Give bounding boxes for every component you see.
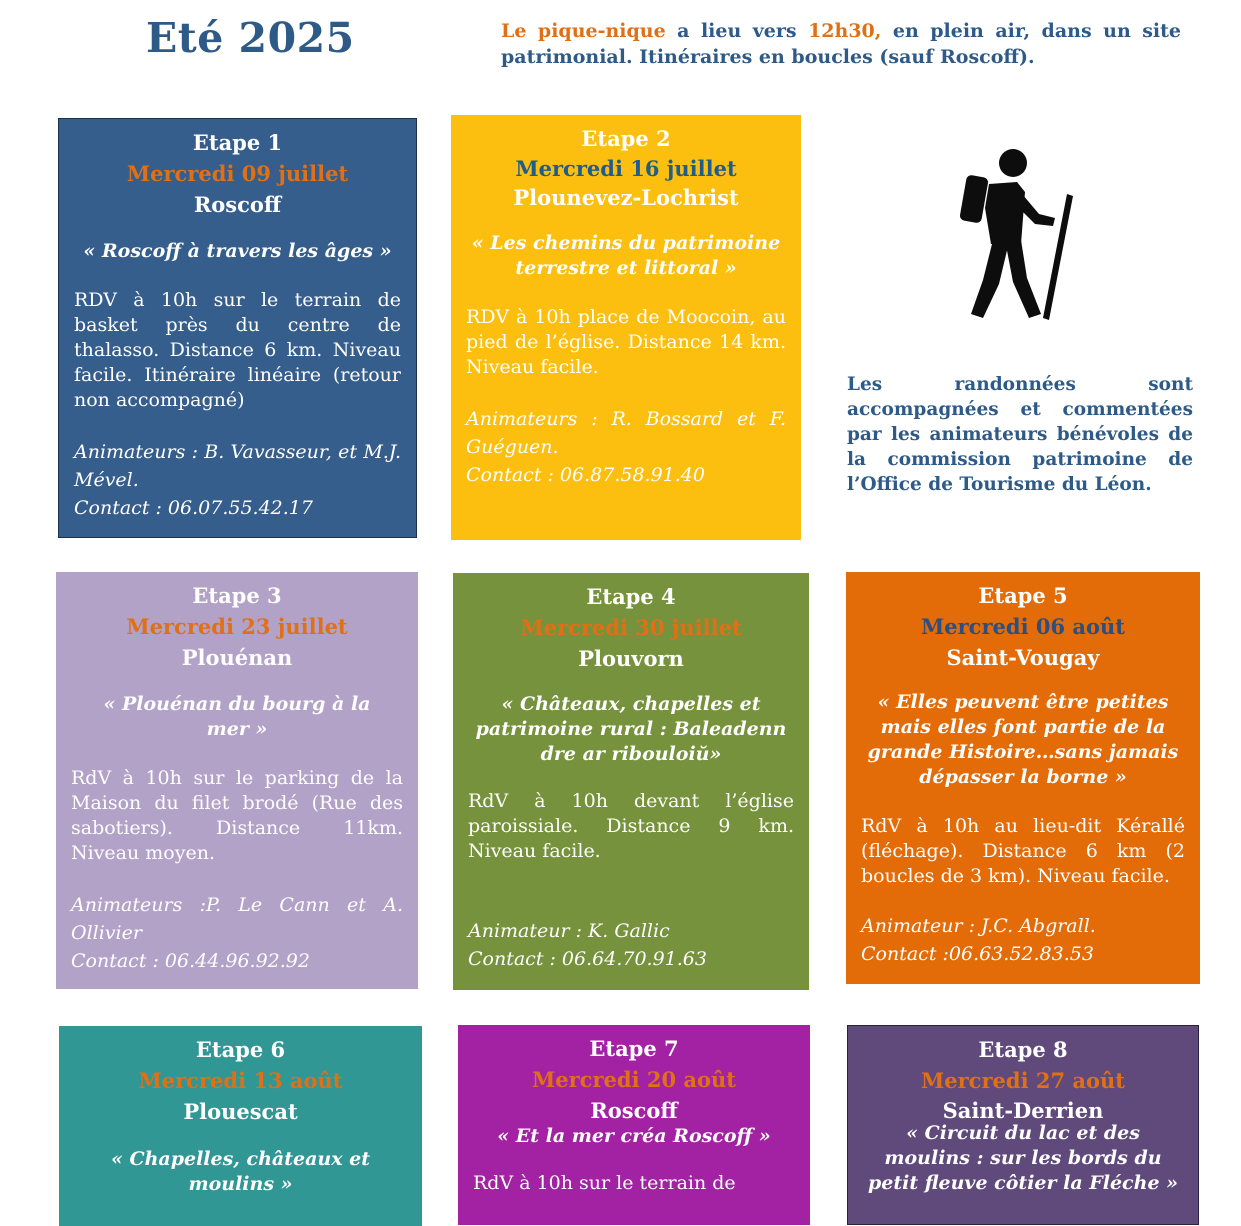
stage-card-3 bbox=[56, 572, 418, 989]
stage-animators: Animateur : K. Gallic bbox=[468, 920, 670, 942]
stage-description: RdV à 10h au lieu-dit Kérallé (fléchage). Distance 6 km (2 boucles de 3 km). Niveau facile. bbox=[861, 815, 1185, 887]
stage-place: Plouénan bbox=[181, 645, 293, 670]
stage-theme: « Les chemins du patrimoine terrestre et littoral » bbox=[471, 232, 781, 279]
stage-theme: « Roscoff à travers les âges » bbox=[83, 240, 392, 262]
stage-contact: Contact : 06.64.70.91.63 bbox=[468, 948, 707, 970]
stage-theme: « Chapelles, châteaux et moulins » bbox=[110, 1148, 371, 1195]
intro-text-part3: en plein air, dans un site patrimonial. Itinéraires en boucles (sauf Roscoff). bbox=[501, 20, 1182, 68]
stage-description: RDV à 10h sur le terrain de basket près du centre de thalasso. Distance 6 km. Niveau facile. Itinéraire linéaire (retour non accompagné) bbox=[74, 289, 401, 411]
stage-description: RdV à 10h sur le parking de la Maison du filet brodé (Rue des sabotiers). Distance 11km. Niveau moyen. bbox=[71, 767, 403, 864]
stage-card-7 bbox=[458, 1025, 810, 1225]
stage-label: Etape 5 bbox=[978, 583, 1068, 608]
stage-place: Saint-Vougay bbox=[946, 645, 1100, 670]
stage-animators: Animateurs :P. Le Cann et A. Ollivier bbox=[71, 894, 403, 944]
stage-place: Plouescat bbox=[183, 1099, 298, 1124]
stage-date: Mercredi 09 juillet bbox=[126, 161, 349, 186]
stage-place: Roscoff bbox=[193, 192, 282, 217]
intro-highlight-picnic: Le pique-nique bbox=[501, 20, 666, 42]
stage-description: RDV à 10h place de Moocoin, au pied de l’église. Distance 14 km. Niveau facile. bbox=[466, 306, 786, 378]
stage-date: Mercredi 23 juillet bbox=[126, 614, 348, 639]
stage-place: Plounevez-Lochrist bbox=[513, 185, 739, 210]
page-title: Eté 2025 bbox=[146, 14, 355, 62]
stage-contact: Contact : 06.87.58.91.40 bbox=[466, 464, 705, 486]
stage-animators: Animateurs : B. Vavasseur, et M.J. Mével. bbox=[74, 441, 401, 491]
stage-date: Mercredi 16 juillet bbox=[515, 156, 737, 181]
stage-contact: Contact : 06.07.55.42.17 bbox=[74, 497, 313, 519]
stage-date: Mercredi 30 juillet bbox=[520, 615, 742, 640]
stage-theme: « Et la mer créa Roscoff » bbox=[497, 1125, 771, 1147]
intro-text bbox=[501, 18, 1181, 70]
side-info-text: Les randonnées sont accompagnées et commentées par les animateurs bénévoles de la commission patrimoine de l’Office de Tourisme du Léon. bbox=[847, 374, 1193, 495]
stage-card-1 bbox=[58, 118, 417, 538]
stage-card-4 bbox=[453, 573, 809, 990]
stage-place: Plouvorn bbox=[578, 646, 684, 671]
stage-date: Mercredi 20 août bbox=[532, 1067, 736, 1092]
stage-contact: Contact :06.63.52.83.53 bbox=[861, 943, 1094, 965]
hiker-icon bbox=[955, 148, 1081, 326]
stage-animators: Animateurs : R. Bossard et F. Guéguen. bbox=[466, 408, 786, 458]
stage-card-5 bbox=[846, 572, 1200, 984]
stage-animators: Animateur : J.C. Abgrall. bbox=[861, 915, 1096, 937]
stage-label: Etape 8 bbox=[978, 1037, 1068, 1062]
stage-card-2 bbox=[451, 115, 801, 540]
stage-contact: Contact : 06.44.96.92.92 bbox=[71, 950, 310, 972]
stage-date: Mercredi 13 août bbox=[138, 1068, 343, 1093]
stage-label: Etape 4 bbox=[586, 584, 676, 609]
stage-date: Mercredi 27 août bbox=[921, 1068, 1125, 1093]
intro-highlight-time: 12h30, bbox=[808, 20, 882, 42]
stage-card-8 bbox=[847, 1025, 1199, 1225]
stage-label: Etape 7 bbox=[589, 1036, 679, 1061]
stage-label: Etape 6 bbox=[195, 1037, 286, 1062]
stage-description: RdV à 10h sur le terrain de bbox=[473, 1172, 736, 1194]
stage-label: Etape 2 bbox=[581, 126, 671, 151]
stage-theme: « Circuit du lac et des moulins : sur les bords du petit fleuve côtier la Fléche » bbox=[867, 1122, 1179, 1194]
stage-card-6 bbox=[59, 1026, 422, 1226]
stage-theme: « Plouénan du bourg à la mer » bbox=[103, 693, 371, 740]
stage-theme: « Châteaux, chapelles et patrimoine rural : Baleadenn dre ar ribouloiŭ» bbox=[475, 693, 787, 765]
stage-place: Roscoff bbox=[590, 1098, 678, 1123]
stage-label: Etape 3 bbox=[192, 583, 282, 608]
stage-description: RdV à 10h devant l’église paroissiale. Distance 9 km. Niveau facile. bbox=[468, 790, 794, 862]
stage-theme: « Elles peuvent être petites mais elles font partie de la grande Histoire…sans jamais dépasser la borne » bbox=[867, 691, 1179, 788]
stage-label: Etape 1 bbox=[192, 130, 283, 155]
intro-text-part2: a lieu vers bbox=[665, 20, 809, 42]
stage-date: Mercredi 06 août bbox=[921, 614, 1125, 639]
stage-place: Saint-Derrien bbox=[942, 1098, 1104, 1123]
